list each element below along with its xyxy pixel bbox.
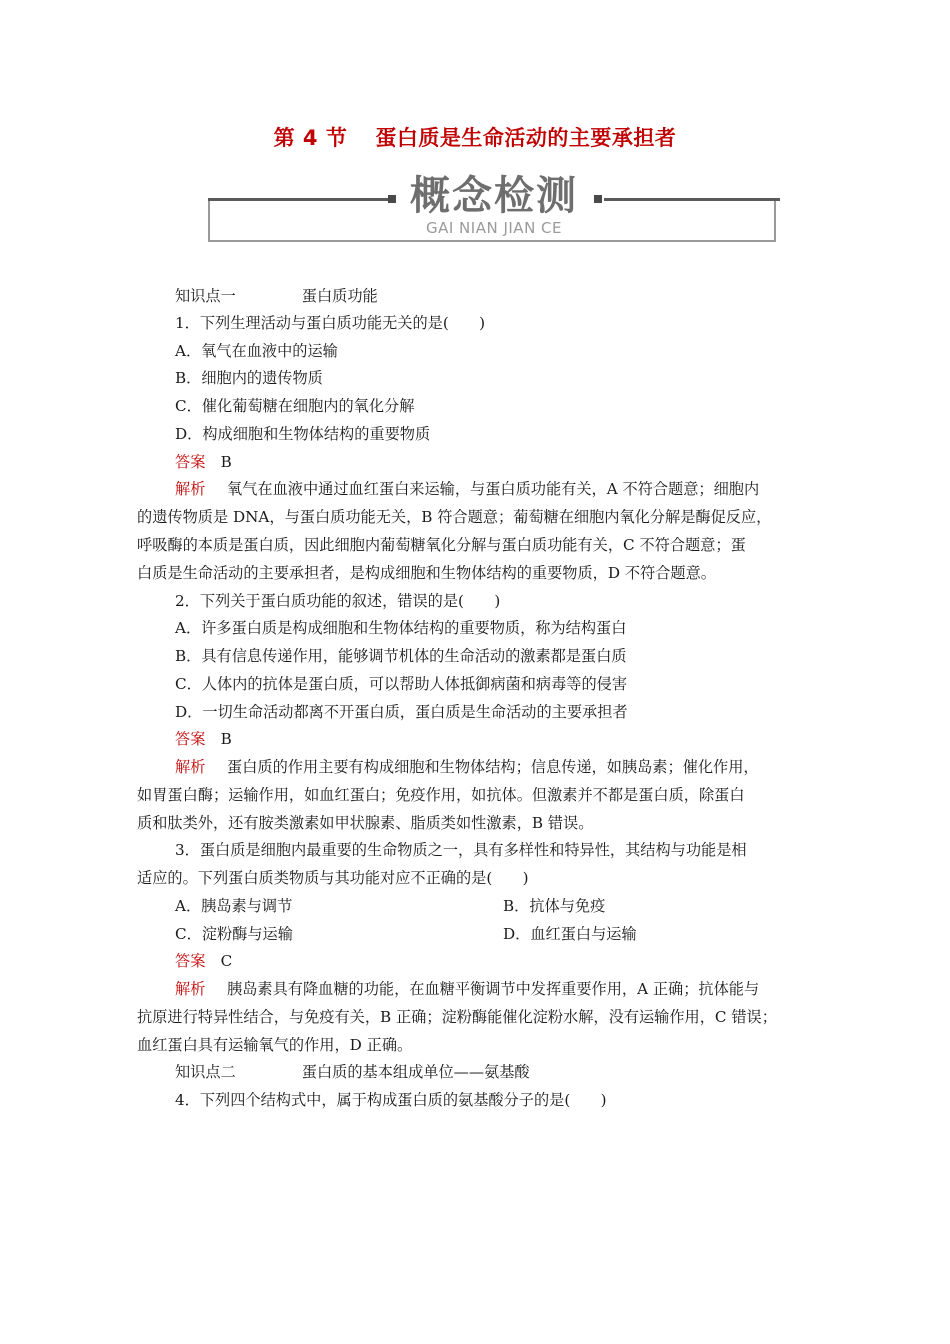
- analysis-text: 蛋白质的作用主要有构成细胞和生物体结构；信息传递，如胰岛素；催化作用，: [227, 758, 759, 776]
- answer-label: 答案: [175, 952, 206, 970]
- q2-analysis-line-2: 如胃蛋白酶；运输作用，如血红蛋白；免疫作用，如抗体。但激素并不都是蛋白质，除蛋白: [137, 786, 745, 804]
- answer-label: 答案: [175, 730, 206, 748]
- analysis-text: 氧气在血液中通过血红蛋白来运输，与蛋白质功能有关，A 不符合题意；细胞内: [227, 480, 760, 498]
- banner-subheading: GAI NIAN JIAN CE: [425, 219, 563, 237]
- q1-option-d: D．构成细胞和生物体结构的重要物质: [175, 425, 431, 443]
- q3-option-d: D．血红蛋白与运输: [503, 925, 637, 943]
- q3-stem-line-1: 3．蛋白质是细胞内最重要的生命物质之一，具有多样性和特异性，其结构与功能是相: [175, 841, 747, 859]
- q1-option-b: B．细胞内的遗传物质: [175, 369, 323, 387]
- kp2-label: 知识点二: [175, 1063, 236, 1081]
- section-title-text: 蛋白质是生命活动的主要承担者: [375, 126, 677, 150]
- kp2-title: 蛋白质的基本组成单位——氨基酸: [301, 1063, 530, 1081]
- q1-option-a: A．氧气在血液中的运输: [175, 342, 338, 360]
- knowledge-point-1: [175, 286, 378, 306]
- q2-analysis-line-3: 质和肽类外，还有胺类激素如甲状腺素、脂质类如性激素，B 错误。: [137, 814, 594, 832]
- concept-check-banner: [208, 168, 780, 246]
- q2-option-c: C．人体内的抗体是蛋白质，可以帮助人体抵御病菌和病毒等的侵害: [175, 675, 628, 693]
- analysis-label: 解析: [175, 980, 206, 998]
- q2-option-d: D．一切生命活动都离不开蛋白质，蛋白质是生命活动的主要承担者: [175, 703, 628, 721]
- answer-value: B: [220, 453, 232, 471]
- q3-option-b: B．抗体与免疫: [503, 897, 606, 915]
- q3-analysis-line-2: 抗原进行特异性结合，与免疫有关，B 正确；淀粉酶能催化淀粉水解，没有运输作用，C 错误；: [137, 1008, 777, 1026]
- q2-option-b: B．具有信息传递作用，能够调节机体的生命活动的激素都是蛋白质: [175, 647, 627, 665]
- banner-heading: 概念检测: [410, 173, 578, 219]
- q1-answer: [175, 452, 232, 472]
- q1-option-c: C．催化葡萄糖在细胞内的氧化分解: [175, 397, 415, 415]
- q3-analysis-line-1: [175, 979, 759, 999]
- q3-analysis-line-3: 血红蛋白具有运输氧气的作用，D 正确。: [137, 1036, 413, 1054]
- analysis-label: 解析: [175, 480, 206, 498]
- q2-stem: 2．下列关于蛋白质功能的叙述，错误的是( ): [175, 592, 501, 610]
- q3-option-c: C．淀粉酶与运输: [175, 925, 293, 943]
- analysis-label: 解析: [175, 758, 206, 776]
- answer-label: 答案: [175, 453, 206, 471]
- q2-analysis-line-1: [175, 757, 759, 777]
- analysis-text: 胰岛素具有降血糖的功能，在血糖平衡调节中发挥重要作用，A 正确；抗体能与: [227, 980, 760, 998]
- kp1-label: 知识点一: [175, 287, 236, 305]
- answer-value: C: [220, 952, 233, 970]
- q2-answer: [175, 729, 232, 749]
- answer-value: B: [220, 730, 232, 748]
- kp1-title: 蛋白质功能: [301, 287, 378, 305]
- q1-analysis-line-2: 的遗传物质是 DNA，与蛋白质功能无关，B 符合题意；葡萄糖在细胞内氧化分解是酶促反应，: [137, 508, 772, 526]
- q4-stem: 4．下列四个结构式中，属于构成蛋白质的氨基酸分子的是( ): [175, 1091, 607, 1109]
- section-title: [0, 122, 950, 152]
- q3-stem-line-2: 适应的。下列蛋白质类物质与其功能对应不正确的是( ): [137, 869, 529, 887]
- knowledge-point-2: [175, 1062, 530, 1082]
- q3-option-a: A．胰岛素与调节: [175, 897, 293, 915]
- q2-option-a: A．许多蛋白质是构成细胞和生物体结构的重要物质，称为结构蛋白: [175, 619, 627, 637]
- q1-analysis-line-1: [175, 479, 759, 499]
- q1-analysis-line-3: 呼吸酶的本质是蛋白质，因此细胞内葡萄糖氧化分解与蛋白质功能有关，C 不符合题意；蛋: [137, 536, 746, 554]
- q1-stem: 1．下列生理活动与蛋白质功能无关的是( ): [175, 314, 486, 332]
- q3-answer: [175, 951, 232, 971]
- section-number: 第 4 节: [273, 126, 348, 150]
- q1-analysis-line-4: 白质是生命活动的主要承担者，是构成细胞和生物体结构的重要物质，D 不符合题意。: [137, 564, 716, 582]
